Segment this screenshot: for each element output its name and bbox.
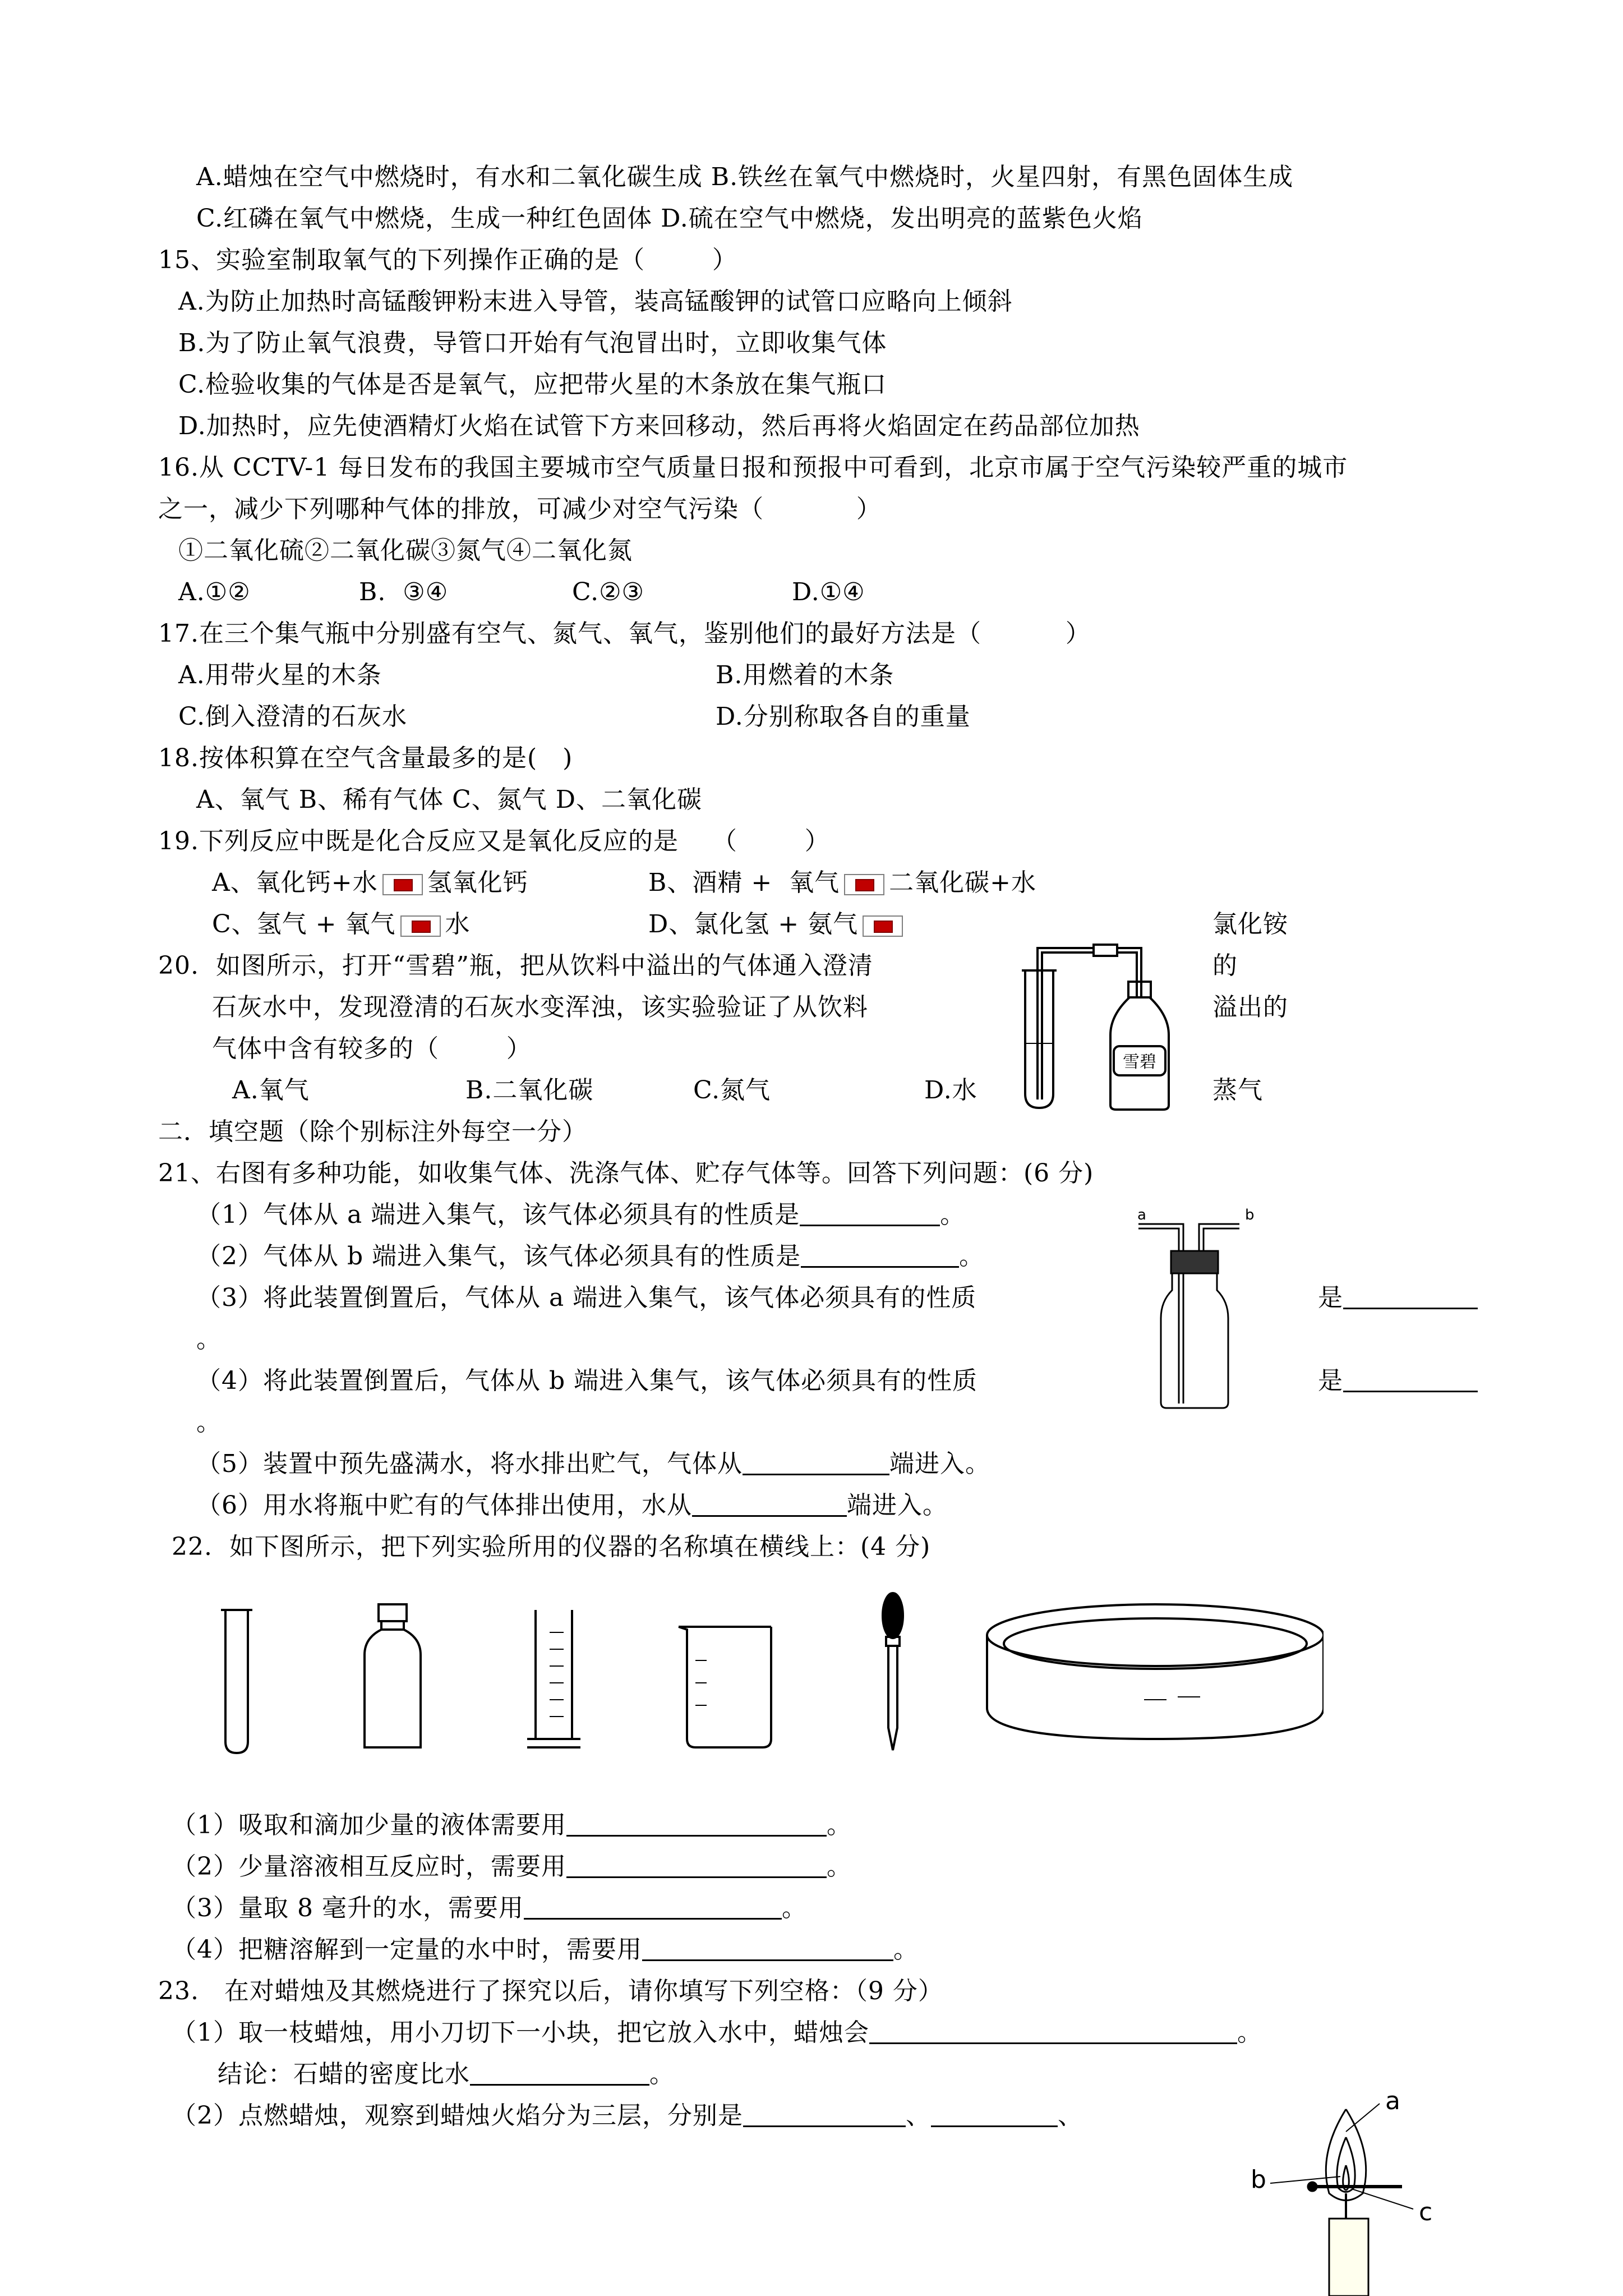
q15-option-c: C.检验收集的气体是否是氧气，应把带火星的木条放在集气瓶口 [178,370,887,399]
answer-blank[interactable] [800,1200,940,1226]
q23-part-1: （1）取一枝蜡烛，用小刀切下一小块，把它放入水中，蜡烛会 。 [172,2018,1262,2047]
q18-stem: 18.按体积算在空气含量最多的是( ) [158,744,573,772]
beaker-icon [679,1627,771,1747]
q23-stem: 23. 在对蜡烛及其燃烧进行了探究以后，请你填写下列空格：（9 分） [158,1977,943,2005]
answer-blank[interactable] [470,2059,649,2086]
reaction-arrow-image [400,915,441,937]
graduated-cylinder-icon [527,1610,580,1747]
q21-part-6: （6）用水将瓶中贮有的气体排出使用，水从 端进入。 [196,1491,948,1520]
answer-blank[interactable] [566,1810,827,1837]
flame-label-a: a [1385,2087,1400,2115]
q16-stem-line1: 16.从 CCTV-1 每日发布的我国主要城市空气质量日报和预报中可看到，北京市属于空气污染较严重的城市 [158,453,1348,482]
answer-blank[interactable] [1343,1283,1478,1309]
q21-part-4-tail: 是 [1318,1364,1478,1398]
q16-option-d: D.①④ [792,578,865,606]
answer-blank[interactable] [566,1852,827,1878]
lab-instruments-figure [213,1588,1324,1767]
answer-blank[interactable] [801,1241,959,1268]
q19-stem: 19.下列反应中既是化合反应又是氧化反应的是 （ ） [158,827,830,855]
q19-option-d: D、氯化氢 + 氨气 [648,908,907,941]
q21-part-4: （4）将此装置倒置后，气体从 b 端进入集气，该气体必须具有的性质 [196,1366,978,1395]
q17-stem: 17.在三个集气瓶中分别盛有空气、氮气、氧气，鉴别他们的最好方法是（ ） [158,619,1091,648]
answer-blank[interactable] [1343,1366,1478,1392]
q17-option-b: B.用燃着的木条 [716,661,895,689]
q21-part-4-end: 。 [196,1408,222,1437]
trough-icon [987,1604,1324,1739]
q22-part-4: （4）把糖溶解到一定量的水中时，需要用 。 [172,1935,919,1964]
q15-option-a: A.为防止加热时高锰酸钾粉末进入导管，装高锰酸钾的试管口应略向上倾斜 [178,287,1013,316]
q15-stem: 15、实验室制取氧气的下列操作正确的是（ ） [158,246,737,274]
dropper-icon [883,1593,903,1750]
q15-option-d: D.加热时，应先使酒精灯火焰在试管下方来回移动，然后再将火焰固定在药品部位加热 [178,412,1140,440]
flame-label-c: c [1419,2198,1433,2226]
q16-option-b: B. ③④ [359,578,449,606]
answer-blank[interactable] [743,1449,889,1475]
q22-part-3: （3）量取 8 毫升的水，需要用 。 [172,1894,807,1922]
test-tube-icon [221,1610,252,1753]
section2-title: 二．填空题（除个别标注外每空一分） [158,1117,587,1146]
q21-part-3-tail: 是 [1318,1281,1478,1315]
candle-flame-figure [1234,2087,1469,2296]
q23-part-2: （2）点燃蜡烛，观察到蜡烛火焰分为三层，分别是 、 、 [172,2101,1083,2130]
q21-stem: 21、右图有多种功能，如收集气体、洗涤气体、贮存气体等。回答下列问题：(6 分) [158,1159,1094,1188]
reaction-arrow-image [382,874,423,895]
answer-blank[interactable] [692,1490,847,1517]
q20-stem-line1-tail: 的 [1212,951,1238,980]
q19-option-a: A、氧化钙+水 氢氧化钙 [212,868,528,897]
tube-label-a: a [1137,1207,1146,1223]
q19-option-c: C、氢气 + 氧气 水 [212,910,471,938]
q20-stem-line2-tail: 溢出的 [1212,993,1288,1022]
q17-option-c: C.倒入澄清的石灰水 [178,702,408,731]
q20-stem-line1: 20. 如图所示，打开“雪碧”瓶，把从饮料中溢出的气体通入澄清 [158,951,873,980]
q19-option-b: B、酒精 + 氧气 二氧化碳+水 [648,868,1037,897]
answer-blank[interactable] [642,1935,893,1961]
q21-part-5: （5）装置中预先盛满水，将水排出贮气，气体从 端进入。 [196,1450,990,1478]
q20-option-a: A.氧气 [232,1076,310,1105]
q17-option-d: D.分别称取各自的重量 [716,702,971,731]
q20-option-d-tail: 蒸气 [1212,1076,1263,1105]
q21-part-3-end: 。 [196,1325,222,1354]
answer-blank[interactable] [743,2101,906,2127]
q15-option-b: B.为了防止氧气浪费，导管口开始有气泡冒出时，立即收集气体 [178,329,887,357]
answer-blank[interactable] [524,1893,782,1920]
q21-part-2: （2）气体从 b 端进入集气，该气体必须具有的性质是 。 [196,1242,985,1271]
q18-options: A、氧气 B、稀有气体 C、氮气 D、二氧化碳 [196,785,703,814]
reaction-arrow-image [863,915,903,937]
gas-washing-bottle-figure [1127,1206,1295,1414]
q20-option-d: D.水 [924,1076,978,1105]
q16-option-a: A.①② [178,578,251,606]
q20-option-b: B.二氧化碳 [465,1076,594,1105]
sprite-bottle-limewater-figure [1009,931,1200,1116]
q23-conclusion: 结论：石蜡的密度比水 。 [218,2060,675,2088]
bottle-label: 雪碧 [1123,1052,1156,1072]
answer-blank[interactable] [869,2018,1237,2044]
reaction-arrow-image [844,874,884,895]
answer-blank[interactable] [931,2101,1058,2127]
q19-option-d-product: 氯化铵 [1212,910,1288,938]
q20-stem-line3: 气体中含有较多的（ ） [212,1034,532,1063]
q22-part-1: （1）吸取和滴加少量的液体需要用 。 [172,1811,852,1839]
reagent-bottle-icon [365,1604,421,1747]
q17-option-a: A.用带火星的木条 [178,661,382,689]
flame-label-b: b [1251,2165,1266,2194]
q20-stem-line2: 石灰水中，发现澄清的石灰水变浑浊，该实验验证了从饮料 [212,993,868,1022]
q16-option-c: C.②③ [572,578,644,606]
q16-stem-line2: 之一，减少下列哪种气体的排放，可减少对空气污染（ ） [158,495,882,523]
q22-part-2: （2）少量溶液相互反应时，需要用 。 [172,1852,852,1881]
q21-part-1: （1）气体从 a 端进入集气，该气体必须具有的性质是 。 [196,1200,966,1229]
q22-stem: 22. 如下图所示，把下列实验所用的仪器的名称填在横线上：(4 分) [172,1533,931,1561]
q21-part-3: （3）将此装置倒置后，气体从 a 端进入集气，该气体必须具有的性质 [196,1283,977,1312]
q14-option-cd: C.红磷在氧气中燃烧，生成一种红色固体 D.硫在空气中燃烧，发出明亮的蓝紫色火焰 [196,204,1143,233]
q20-option-c: C.氮气 [693,1076,771,1105]
tube-label-b: b [1245,1207,1255,1223]
q16-gas-list: ①二氧化硫②二氧化碳③氮气④二氧化氮 [178,536,633,565]
q14-option-ab: A.蜡烛在空气中燃烧时，有水和二氧化碳生成 B.铁丝在氧气中燃烧时，火星四射，有黑色固体生成 [196,163,1294,191]
